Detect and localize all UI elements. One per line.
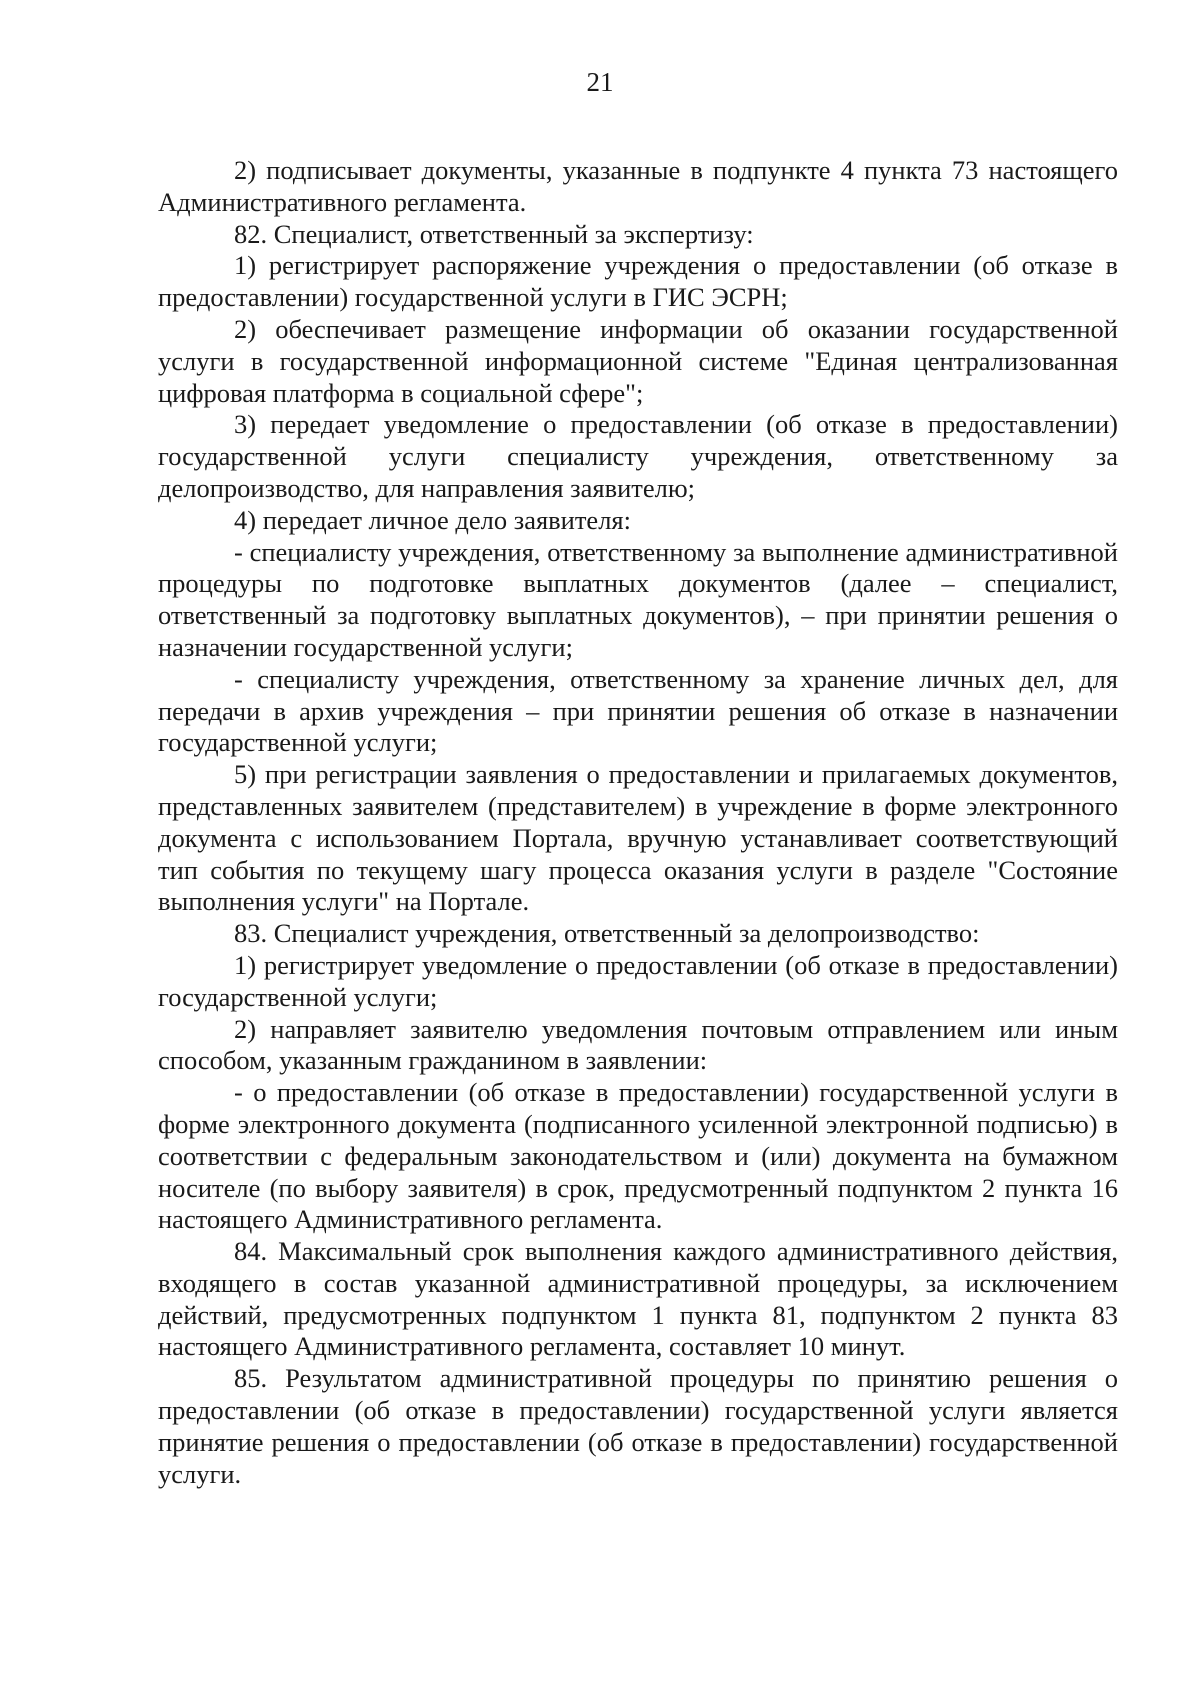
paragraph-82-3: 3) передает уведомление о предоставлении (об отказе в предоставлении) государственной услуги специалисту учреждения, ответственному за делопроизводство, для направления заявителю;: [158, 409, 1118, 503]
paragraph-82-4-a: - специалисту учреждения, ответственному за выполнение административной процедуры по подготовке выплатных документов (далее – специалист, ответственный за подготовку выплатных документов), – при принятии решения о назначении государственной услуги;: [158, 536, 1118, 662]
paragraph-83-2: 2) направляет заявителю уведомления почтовым отправлением или иным способом, указанным гражданином в заявлении:: [158, 1013, 1118, 1076]
paragraph-84: 84. Максимальный срок выполнения каждого административного действия, входящего в состав указанной административной процедуры, за исключением действий, предусмотренных подпунктом 1 пункта 81, подпунктом 2 пункта 83 настоящего Административного регламента, составляет 10 минут.: [158, 1236, 1118, 1362]
paragraph-82-4: 4) передает личное дело заявителя:: [234, 504, 631, 535]
paragraph-83-1: 1) регистрирует уведомление о предоставлении (об отказе в предоставлении) государственной услуги;: [158, 949, 1118, 1012]
paragraph-83-2-a: - о предоставлении (об отказе в предоставлении) государственной услуги в форме электронного документа (подписанного усиленной электронной подписью) в соответствии с федеральным законодательством и (или) документа на бумажном носителе (по выбору заявителя) в срок, предусмотренный подпунктом 2 пункта 16 настоящего Административного регламента.: [158, 1077, 1118, 1235]
paragraph-82-2: 2) обеспечивает размещение информации об оказании государственной услуги в государственной информационной системе "Единая централизованная цифровая платформа в социальной сфере";: [158, 313, 1118, 408]
document-body: [158, 155, 1118, 1490]
page-number: 21: [586, 67, 614, 97]
paragraph-85: 85. Результатом административной процедуры по принятию решения о предоставлении (об отказе в предоставлении) государственной услуги является принятие решения о предоставлении (об отказе в предоставлении) государственной услуги.: [158, 1363, 1118, 1489]
paragraph-82: 82. Специалист, ответственный за экспертизу:: [234, 218, 754, 249]
paragraph-82-5: 5) при регистрации заявления о предоставлении и прилагаемых документов, представленных заявителем (представителем) в учреждение в форме электронного документа с использованием Портала, вручную устанавливает соответствующий тип события по текущему шагу процесса оказания услуги в разделе "Состояние выполнения услуги" на Портале.: [158, 759, 1118, 917]
paragraph-81-2: 2) подписывает документы, указанные в подпункте 4 пункта 73 настоящего Административного регламента.: [158, 155, 1118, 217]
paragraph-83: 83. Специалист учреждения, ответственный за делопроизводство:: [234, 918, 980, 949]
paragraph-82-1: 1) регистрирует распоряжение учреждения о предоставлении (об отказе в предоставлении) государственной услуги в ГИС ЭСРН;: [158, 250, 1118, 313]
paragraph-82-4-b: - специалисту учреждения, ответственному за хранение личных дел, для передачи в архив учреждения – при принятии решения об отказе в назначении государственной услуги;: [158, 663, 1118, 758]
